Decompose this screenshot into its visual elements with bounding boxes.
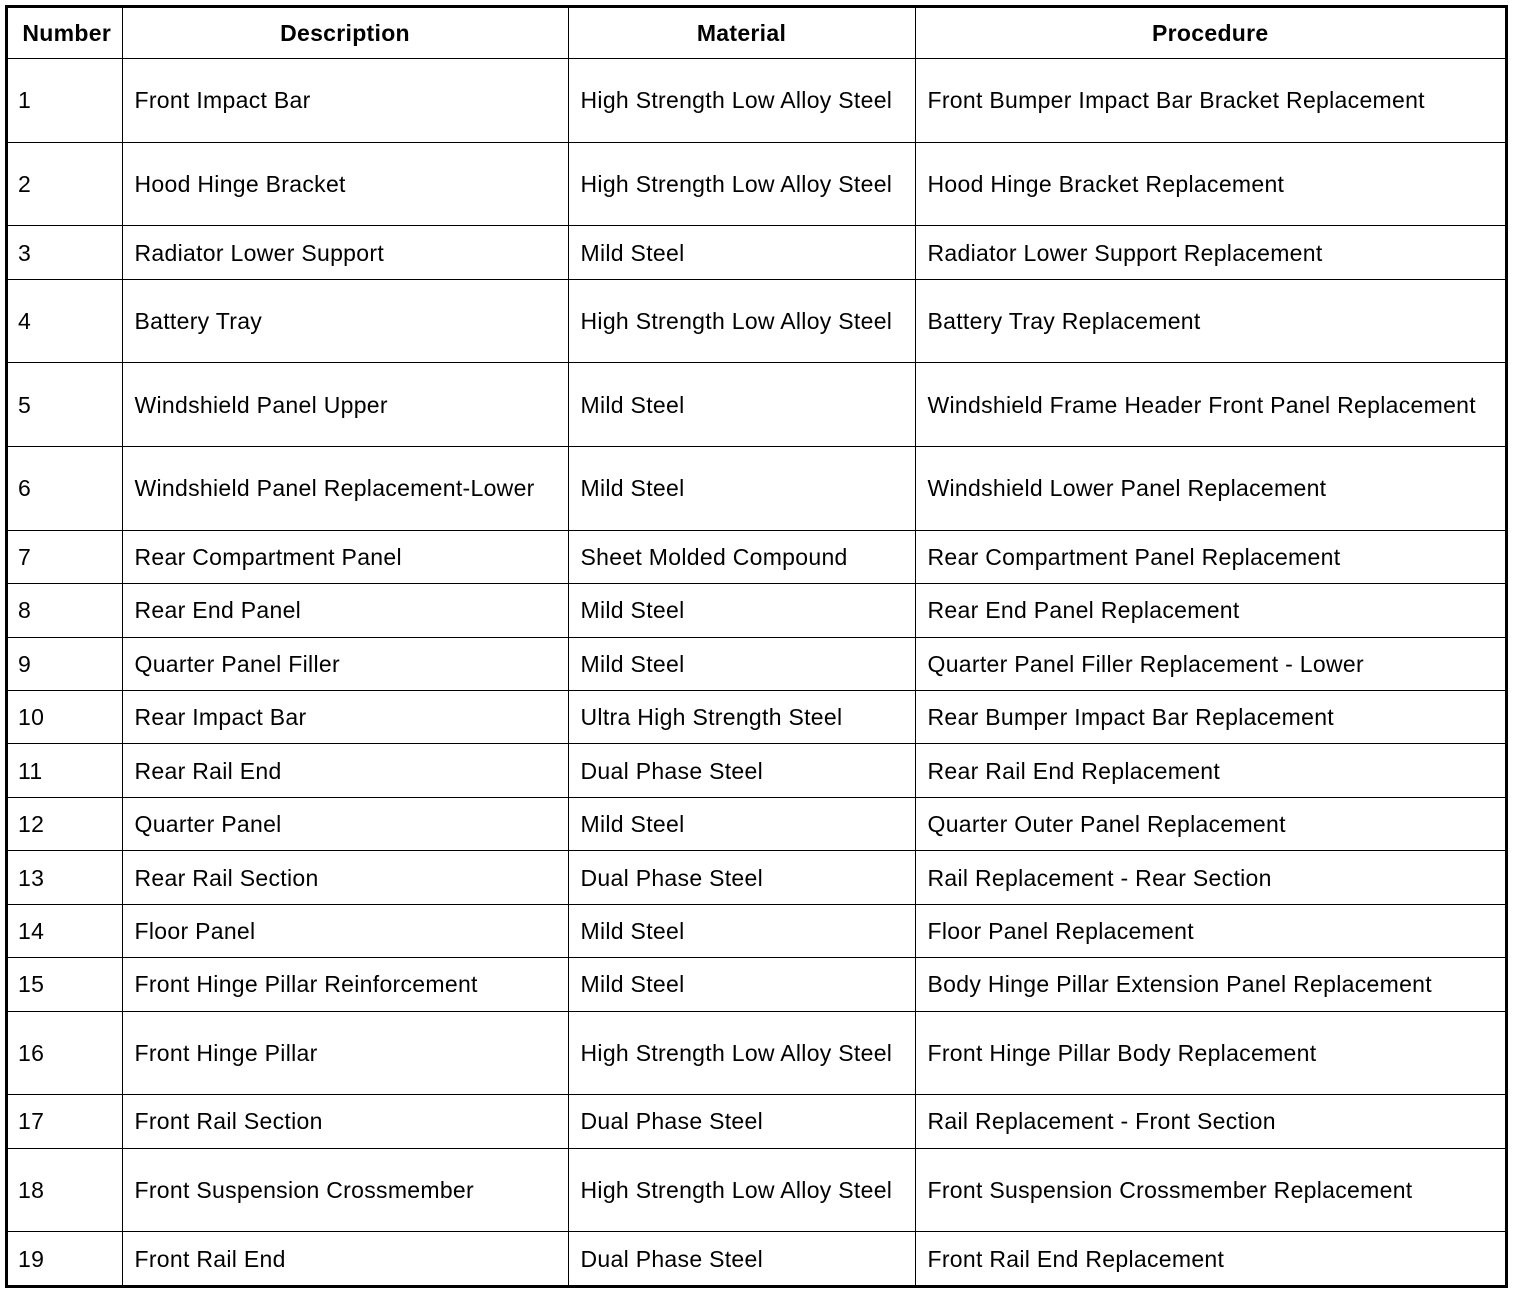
cell-description: Windshield Panel Upper xyxy=(122,363,568,447)
cell-description: Rear Impact Bar xyxy=(122,691,568,744)
cell-material: Mild Steel xyxy=(568,958,915,1011)
table-row xyxy=(8,904,1505,957)
cell-number: 15 xyxy=(8,958,122,1011)
cell-material: Mild Steel xyxy=(568,637,915,690)
cell-material: Mild Steel xyxy=(568,226,915,279)
table-row xyxy=(8,744,1505,797)
table-row xyxy=(8,691,1505,744)
table-row xyxy=(8,1095,1505,1148)
header-material: Material xyxy=(568,8,915,59)
cell-description: Quarter Panel Filler xyxy=(122,637,568,690)
cell-procedure: Front Rail End Replacement xyxy=(915,1232,1505,1285)
cell-procedure: Hood Hinge Bracket Replacement xyxy=(915,142,1505,226)
cell-material: High Strength Low Alloy Steel xyxy=(568,279,915,363)
cell-material: Ultra High Strength Steel xyxy=(568,691,915,744)
cell-material: Mild Steel xyxy=(568,797,915,850)
cell-number: 19 xyxy=(8,1232,122,1285)
table-row xyxy=(8,584,1505,637)
cell-procedure: Quarter Panel Filler Replacement - Lower xyxy=(915,637,1505,690)
table-row xyxy=(8,279,1505,363)
cell-number: 6 xyxy=(8,447,122,531)
cell-number: 3 xyxy=(8,226,122,279)
cell-description: Hood Hinge Bracket xyxy=(122,142,568,226)
cell-description: Quarter Panel xyxy=(122,797,568,850)
cell-procedure: Radiator Lower Support Replacement xyxy=(915,226,1505,279)
parts-table-container xyxy=(5,5,1508,1288)
cell-material: Mild Steel xyxy=(568,447,915,531)
cell-material: High Strength Low Alloy Steel xyxy=(568,1011,915,1095)
cell-procedure: Quarter Outer Panel Replacement xyxy=(915,797,1505,850)
cell-procedure: Rear Rail End Replacement xyxy=(915,744,1505,797)
cell-procedure: Battery Tray Replacement xyxy=(915,279,1505,363)
cell-number: 5 xyxy=(8,363,122,447)
table-row xyxy=(8,363,1505,447)
cell-number: 4 xyxy=(8,279,122,363)
cell-description: Front Hinge Pillar Reinforcement xyxy=(122,958,568,1011)
cell-description: Front Hinge Pillar xyxy=(122,1011,568,1095)
cell-description: Battery Tray xyxy=(122,279,568,363)
cell-description: Rear Rail End xyxy=(122,744,568,797)
cell-material: Mild Steel xyxy=(568,363,915,447)
cell-number: 7 xyxy=(8,530,122,583)
cell-number: 14 xyxy=(8,904,122,957)
cell-number: 2 xyxy=(8,142,122,226)
cell-procedure: Rail Replacement - Front Section xyxy=(915,1095,1505,1148)
cell-procedure: Front Bumper Impact Bar Bracket Replacement xyxy=(915,59,1505,143)
parts-material-table xyxy=(8,8,1505,1285)
table-row xyxy=(8,1011,1505,1095)
cell-procedure: Windshield Frame Header Front Panel Replacement xyxy=(915,363,1505,447)
cell-material: High Strength Low Alloy Steel xyxy=(568,59,915,143)
cell-material: Dual Phase Steel xyxy=(568,1095,915,1148)
cell-number: 11 xyxy=(8,744,122,797)
cell-material: High Strength Low Alloy Steel xyxy=(568,1148,915,1232)
cell-number: 16 xyxy=(8,1011,122,1095)
table-row xyxy=(8,797,1505,850)
cell-description: Floor Panel xyxy=(122,904,568,957)
cell-material: Dual Phase Steel xyxy=(568,1232,915,1285)
cell-material: Dual Phase Steel xyxy=(568,851,915,904)
cell-number: 18 xyxy=(8,1148,122,1232)
header-number: Number xyxy=(8,8,122,59)
table-row xyxy=(8,1232,1505,1285)
cell-material: High Strength Low Alloy Steel xyxy=(568,142,915,226)
cell-procedure: Floor Panel Replacement xyxy=(915,904,1505,957)
table-row xyxy=(8,851,1505,904)
table-row xyxy=(8,1148,1505,1232)
table-row xyxy=(8,59,1505,143)
cell-number: 17 xyxy=(8,1095,122,1148)
cell-description: Windshield Panel Replacement-Lower xyxy=(122,447,568,531)
cell-description: Front Rail End xyxy=(122,1232,568,1285)
cell-description: Rear Compartment Panel xyxy=(122,530,568,583)
cell-procedure: Rear Bumper Impact Bar Replacement xyxy=(915,691,1505,744)
cell-number: 12 xyxy=(8,797,122,850)
cell-number: 10 xyxy=(8,691,122,744)
table-row xyxy=(8,447,1505,531)
cell-number: 8 xyxy=(8,584,122,637)
table-header-row xyxy=(8,8,1505,59)
table-row xyxy=(8,637,1505,690)
cell-procedure: Rear End Panel Replacement xyxy=(915,584,1505,637)
cell-description: Rear Rail Section xyxy=(122,851,568,904)
cell-procedure: Body Hinge Pillar Extension Panel Replacement xyxy=(915,958,1505,1011)
cell-material: Mild Steel xyxy=(568,904,915,957)
cell-material: Mild Steel xyxy=(568,584,915,637)
header-procedure: Procedure xyxy=(915,8,1505,59)
cell-material: Dual Phase Steel xyxy=(568,744,915,797)
cell-description: Front Rail Section xyxy=(122,1095,568,1148)
cell-material: Sheet Molded Compound xyxy=(568,530,915,583)
cell-description: Radiator Lower Support xyxy=(122,226,568,279)
table-row xyxy=(8,958,1505,1011)
cell-description: Front Suspension Crossmember xyxy=(122,1148,568,1232)
cell-number: 1 xyxy=(8,59,122,143)
cell-number: 9 xyxy=(8,637,122,690)
cell-procedure: Front Suspension Crossmember Replacement xyxy=(915,1148,1505,1232)
cell-description: Rear End Panel xyxy=(122,584,568,637)
cell-procedure: Front Hinge Pillar Body Replacement xyxy=(915,1011,1505,1095)
cell-procedure: Rear Compartment Panel Replacement xyxy=(915,530,1505,583)
table-row xyxy=(8,530,1505,583)
cell-procedure: Windshield Lower Panel Replacement xyxy=(915,447,1505,531)
cell-description: Front Impact Bar xyxy=(122,59,568,143)
cell-procedure: Rail Replacement - Rear Section xyxy=(915,851,1505,904)
table-row xyxy=(8,226,1505,279)
cell-number: 13 xyxy=(8,851,122,904)
table-row xyxy=(8,142,1505,226)
header-description: Description xyxy=(122,8,568,59)
